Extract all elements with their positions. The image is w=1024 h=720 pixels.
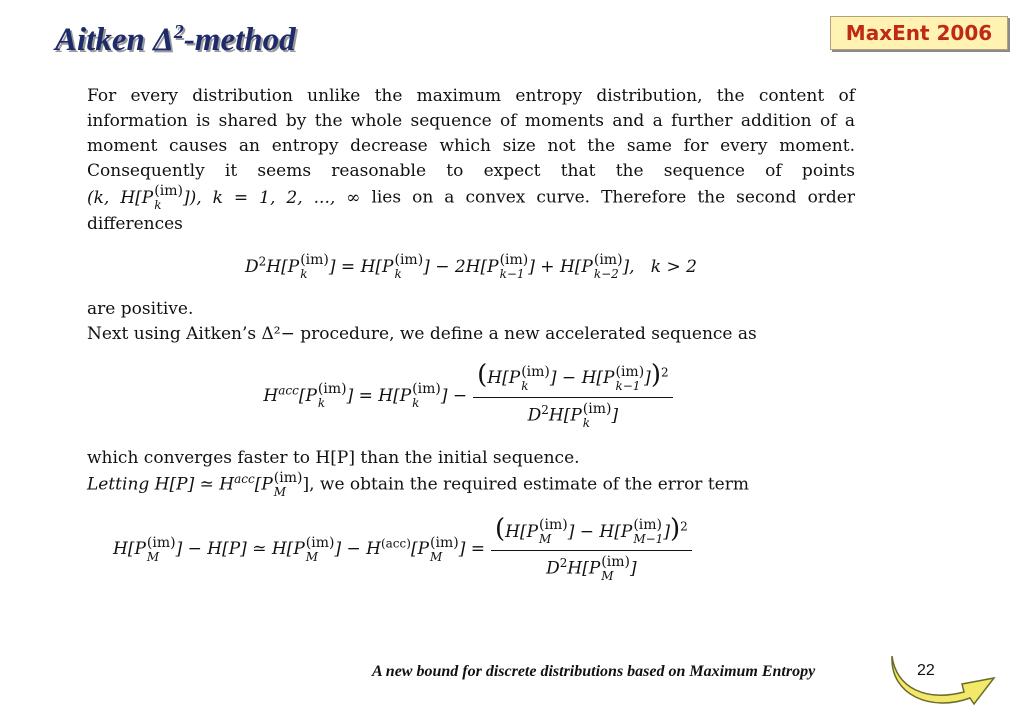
paragraph-1 (87, 84, 855, 237)
eq3-acc: (acc) (380, 536, 411, 551)
k-subscript: k (154, 198, 162, 212)
title-text: Aitken (55, 22, 145, 58)
eq3-im-6: (im) (601, 554, 630, 570)
points-expr-b: ]), k = 1, 2, ..., ∞ (182, 187, 361, 208)
eq1-im-2: (im) (394, 252, 424, 268)
eq1-im-4: (im) (593, 252, 623, 268)
eq1-im-1: (im) (300, 252, 329, 268)
page-number: 22 (917, 662, 935, 679)
paragraph-1b-text: lies on a convex curve. Therefore the second order differences (87, 187, 855, 234)
title-delta-symbol: Δ (153, 22, 174, 58)
eq2-im-2: (im) (412, 381, 441, 398)
paragraph-5-b: [P (254, 474, 273, 494)
paragraph-5 (87, 471, 855, 499)
im-superscript: (im) (154, 183, 183, 199)
eq3-im-3: (im) (430, 534, 459, 551)
equation-accelerated-sequence: $H^{acc}[P$ (im) k ] = H[P (im) k ] − (H[P (im) k ] − H[P (im) k−1 ])$^2$ $D^2H[P$ (im) k ] (87, 363, 855, 430)
eq2-im-3: (im) (521, 363, 550, 380)
slide-title (55, 22, 296, 59)
eq2-im-4: (im) (615, 363, 645, 380)
paragraph-4: which converges faster to H[P] than the initial sequence. (87, 447, 580, 468)
conference-badge: MaxEnt 2006 (830, 16, 1008, 50)
points-expression (87, 183, 371, 212)
eq1-im-3: (im) (499, 252, 529, 268)
paragraph-1-text: For every distribution unlike the maximum entropy distribution, the content of information is shared by the whole sequence of moments and a further addition of a moment causes an entropy decrease which size not the same for every moment. Consequently it seems reasonable to expect that the sequence of points (87, 86, 855, 181)
p5-im: (im) (273, 469, 303, 486)
paragraph-5-c: ], we obtain the required estimate of the error term (302, 474, 749, 494)
equation-error-estimate: H[P (im) M ] − H[P] ≃ H[P (im) M ] − $H^{(acc)}[P$ (im) M ] = (H[P (im) M ] − H[P (im) M−1 ])$^2$ $D^2H[P$ (im) M ] (113, 517, 855, 584)
eq1-condition: k > 2 (650, 256, 697, 277)
eq2-im-5: (im) (582, 400, 612, 417)
paragraph-3: Next using Aitken’s Δ²− procedure, we define a new accelerated sequence as (87, 324, 757, 344)
eq2-fraction: (H[P (im) k ] − H[P (im) k−1 ])$^2$ $D^2H[P$ (im) k ] (473, 363, 672, 430)
eq3-im-4: (im) (539, 517, 568, 533)
eq3-im-1: (im) (146, 534, 176, 551)
eq2-acc: acc (278, 383, 299, 398)
eq3-im-5: (im) (633, 517, 663, 533)
eq3-fraction: (H[P (im) M ] − H[P (im) M−1 ])$^2$ $D^2H[P$ (im) M ] (491, 517, 692, 584)
p5-acc: acc (234, 471, 255, 486)
title-superscript: 2 (173, 21, 184, 43)
equation-second-differences: $D^2H[P$ (im) k ] = H[P (im) k ] − 2H[P (im) k−1 ] + H[P (im) k−2 ], k > 2 (245, 252, 697, 281)
paragraph-5-a: Letting H[P] ≃ H (87, 474, 235, 494)
slide-footer: A new bound for discrete distributions based on Maximum Entropy (372, 663, 816, 680)
eq3-im-2: (im) (305, 534, 335, 551)
title-suffix: -method (183, 22, 296, 58)
slide-body (87, 84, 855, 597)
curved-arrow-next-icon[interactable] (886, 652, 1000, 708)
eq2-im-1: (im) (317, 381, 347, 398)
p5-M: M (273, 484, 287, 499)
points-expr-a: (k, H[P (87, 187, 154, 208)
paragraph-2: are positive. (87, 299, 194, 319)
